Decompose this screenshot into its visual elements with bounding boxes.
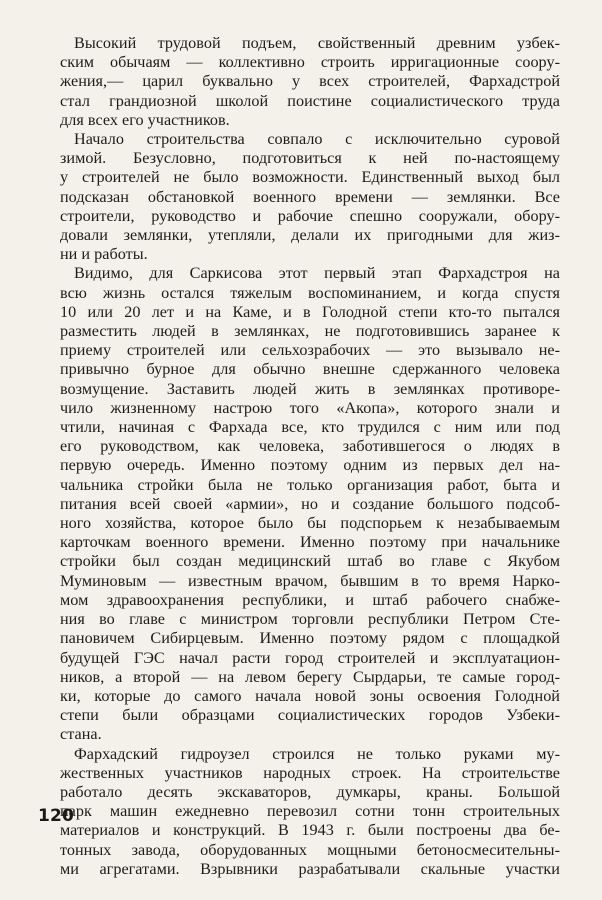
text-line: карточкам военного времени. Именно поэтому при начальнике bbox=[60, 533, 560, 552]
text-line: стана. bbox=[60, 725, 102, 744]
text-line: ским обычаям — коллективно строить ирригационные соору- bbox=[60, 53, 560, 72]
text-line: разместить людей в землянках, не подготовившись заранее к bbox=[60, 322, 560, 341]
text-line: для всех его участников. bbox=[60, 110, 230, 129]
text-line: питания всей своей «армии», но и создание большого подсоб- bbox=[60, 494, 560, 513]
text-line: будущей ГЭС начал расти город строителей и эксплуатацион- bbox=[60, 648, 560, 667]
text-line: пановичем Сибирцевым. Именно поэтому рядом с площадкой bbox=[60, 629, 560, 648]
text-line: ния во главе с министром торговли республики Петром Сте- bbox=[60, 610, 560, 629]
text-line: парк машин ежедневно перевозил сотни тонн строительных bbox=[60, 802, 560, 821]
text-line: жественных участников народных строек. На строительстве bbox=[60, 763, 560, 782]
text-line: возмущение. Заставить людей жить в землянках противоре- bbox=[60, 379, 560, 398]
text-line: ников, а второй — на левом берегу Сырдарьи, те самые город- bbox=[60, 667, 560, 686]
text-line: привычно бурное для обычно внешне сдержанного человека bbox=[60, 360, 560, 379]
text-line: тонных завода, оборудованных мощными бетоносмесительны- bbox=[60, 840, 560, 859]
text-line: работало десять экскаваторов, думкары, краны. Большой bbox=[60, 782, 560, 801]
text-line: зимой. Безусловно, подготовиться к ней по-настоящему bbox=[60, 149, 560, 168]
text-line: степи были образцами социалистических городов Узбеки- bbox=[60, 706, 560, 725]
text-line: ки, которые до самого начала новой зоны освоения Голодной bbox=[60, 686, 560, 705]
text-line: чило жизненному настрою того «Акопа», которого знали и bbox=[60, 398, 560, 417]
text-line: всю жизнь остался тяжелым воспоминанием, и когда спустя bbox=[60, 283, 560, 302]
text-line: довали землянки, утепляли, делали их пригодными для жиз- bbox=[60, 226, 560, 245]
text-line: Фархадский гидроузел строился не только руками му- bbox=[74, 744, 560, 763]
text-line: мом здравоохранения республики, и штаб рабочего снабже- bbox=[60, 590, 560, 609]
text-line: Видимо, для Саркисова этот первый этап Фархадстроя на bbox=[74, 264, 560, 283]
text-line: его руководством, как человека, заботившегося о людях в bbox=[60, 437, 560, 456]
text-line: ни и работы. bbox=[60, 245, 148, 264]
text-line: строители, руководство и рабочие спешно сооружали, обору- bbox=[60, 206, 560, 225]
text-line: подсказан обстановкой военного времени — землянки. Все bbox=[60, 187, 560, 206]
page-number: 120 bbox=[38, 806, 75, 826]
text-line: чтили, начиная с Фархада все, кто трудился с ним или под bbox=[60, 418, 560, 437]
text-line: ми агрегатами. Взрывники разрабатывали скальные участки bbox=[60, 859, 560, 878]
text-line: Начало строительства совпало с исключительно суровой bbox=[74, 130, 560, 149]
text-line: 10 или 20 лет и на Каме, и в Голодной степи кто-то пытался bbox=[60, 302, 560, 321]
text-line: чальника стройки была не только организация работ, быта и bbox=[60, 475, 560, 494]
text-line: жения,— царил буквально у всех строителей, Фархадстрой bbox=[60, 72, 560, 91]
text-line: первую очередь. Именно поэтому одним из первых дел на- bbox=[60, 456, 560, 475]
text-line: Муминовым — известным врачом, бывшим в то время Нарко- bbox=[60, 571, 560, 590]
text-line: у строителей не было возможности. Единственный выход был bbox=[60, 168, 560, 187]
text-line: материалов и конструкций. В 1943 г. были построены два бе- bbox=[60, 821, 560, 840]
text-line: приему строителей или сельхозрабочих — это вызывало не- bbox=[60, 341, 560, 360]
text-line: Высокий трудовой подъем, свойственный древним узбек- bbox=[74, 34, 560, 52]
text-line: стройки был создан медицинский штаб во главе с Якубом bbox=[60, 552, 560, 571]
body-text bbox=[60, 34, 560, 879]
text-line: ного хозяйства, которое было бы подспорьем к незабываемым bbox=[60, 514, 560, 533]
text-line: стал грандиозной школой поистине социалистического труда bbox=[60, 91, 560, 110]
